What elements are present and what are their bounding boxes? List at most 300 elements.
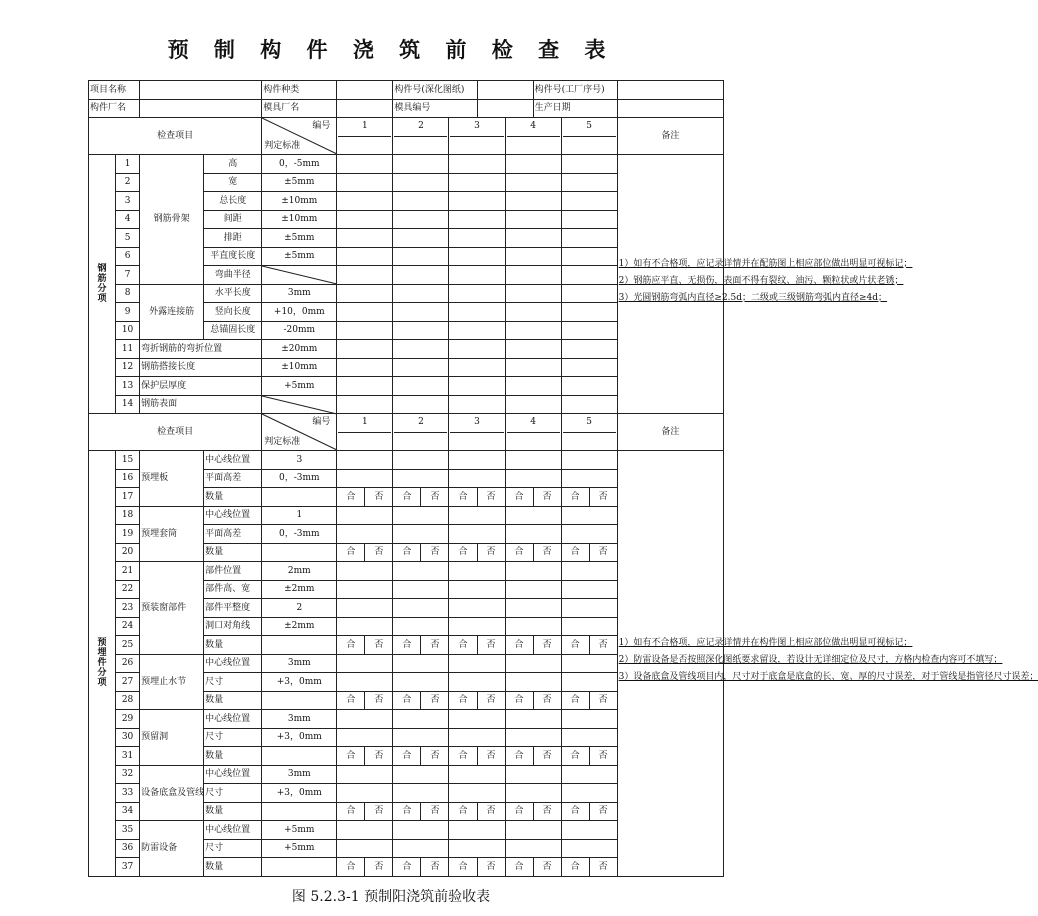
inspection-value-cell[interactable] <box>561 728 617 747</box>
inspection-value-cell[interactable] <box>449 395 505 414</box>
inspection-value-cell[interactable] <box>393 377 449 396</box>
fail-mark: 否 <box>589 747 617 766</box>
inspection-value-cell[interactable] <box>337 303 393 322</box>
check-item: 部件高、宽 <box>204 580 262 599</box>
inspection-value-cell[interactable] <box>449 784 505 803</box>
check-item: 高 <box>204 155 262 174</box>
check-item: 数量 <box>204 488 262 507</box>
inspection-value-cell[interactable] <box>505 451 561 470</box>
inspection-value-cell[interactable] <box>561 506 617 525</box>
inspection-value-cell[interactable] <box>337 377 393 396</box>
remark-note: 3）设备底盒及管线项目内，尺寸对于底盒是底盒的长、宽、厚的尺寸误差，对于管线是指管径尺寸误差； <box>618 671 1038 682</box>
inspection-column-3-header <box>449 414 505 451</box>
criterion-value <box>262 543 337 562</box>
manufacturer-label: 构件厂名 <box>89 99 140 118</box>
inspection-column-3-header <box>449 118 505 155</box>
inspection-value-cell[interactable] <box>393 784 449 803</box>
inspection-value-cell[interactable] <box>393 673 449 692</box>
inspection-value-cell[interactable] <box>505 784 561 803</box>
row-number: 11 <box>116 340 140 359</box>
inspection-value-cell[interactable] <box>449 358 505 377</box>
inspection-value-cell[interactable] <box>449 525 505 544</box>
inspection-value-cell[interactable] <box>505 303 561 322</box>
inspection-value-cell[interactable] <box>505 192 561 211</box>
inspection-value-cell[interactable] <box>505 765 561 784</box>
criterion-value: 0，-3mm <box>262 525 337 544</box>
criterion-slash-cell <box>262 266 337 285</box>
inspection-value-cell[interactable] <box>561 377 617 396</box>
criterion-value: ±20mm <box>262 340 337 359</box>
inspection-value-cell[interactable] <box>449 155 505 174</box>
row-number: 13 <box>116 377 140 396</box>
inspection-value-cell[interactable] <box>505 839 561 858</box>
inspection-value-cell[interactable] <box>561 303 617 322</box>
inspection-value-cell[interactable] <box>393 173 449 192</box>
inspection-value-cell[interactable] <box>449 210 505 229</box>
component-no-factory-label: 构件号(工厂序号) <box>533 81 617 100</box>
inspection-value-cell[interactable] <box>449 303 505 322</box>
inspection-value-cell[interactable] <box>449 284 505 303</box>
fail-mark: 否 <box>589 488 617 507</box>
inspection-value-cell[interactable] <box>505 654 561 673</box>
inspection-value-cell[interactable] <box>561 451 617 470</box>
inspection-value-cell[interactable] <box>337 673 393 692</box>
fail-mark: 否 <box>477 858 505 877</box>
inspection-value-cell[interactable] <box>337 765 393 784</box>
inspection-value-cell[interactable] <box>337 192 393 211</box>
row-number: 21 <box>116 562 140 581</box>
fail-mark: 否 <box>365 691 393 710</box>
number-criterion-diagonal-header <box>262 118 337 155</box>
section-label <box>89 155 116 414</box>
fail-mark: 否 <box>365 802 393 821</box>
check-item: 总锚固长度 <box>204 321 262 340</box>
check-item: 中心线位置 <box>204 506 262 525</box>
criterion-value: ±5mm <box>262 173 337 192</box>
inspection-value-cell[interactable] <box>505 821 561 840</box>
mold-no-field[interactable] <box>477 99 533 118</box>
criterion-value: 3mm <box>262 710 337 729</box>
diagonal-line <box>262 396 337 414</box>
inspection-value-cell[interactable] <box>561 784 617 803</box>
row-number: 14 <box>116 395 140 414</box>
section-char: 钢 <box>97 264 107 274</box>
inspection-value-cell[interactable] <box>505 321 561 340</box>
check-item: 钢筋搭接长度 <box>140 358 262 377</box>
inspection-value-cell[interactable] <box>505 562 561 581</box>
header-row-2 <box>89 99 724 118</box>
inspection-value-cell[interactable] <box>393 229 449 248</box>
inspection-value-cell[interactable] <box>449 340 505 359</box>
inspection-value-cell[interactable] <box>337 617 393 636</box>
inspection-value-cell[interactable] <box>449 673 505 692</box>
column-number: 2 <box>394 414 447 433</box>
pass-mark: 合 <box>561 543 589 562</box>
column-subcell[interactable] <box>450 137 503 155</box>
inspection-value-cell[interactable] <box>561 580 617 599</box>
inspection-value-cell[interactable] <box>393 728 449 747</box>
inspection-value-cell[interactable] <box>393 210 449 229</box>
inspection-form-table <box>88 80 1038 877</box>
inspection-value-cell[interactable] <box>561 617 617 636</box>
fail-mark: 否 <box>533 691 561 710</box>
inspection-value-cell[interactable] <box>449 469 505 488</box>
criterion-value: ±5mm <box>262 247 337 266</box>
remarks-notes <box>617 451 1038 877</box>
inspection-value-cell[interactable] <box>393 580 449 599</box>
inspection-value-cell[interactable] <box>449 599 505 618</box>
inspection-value-cell[interactable] <box>337 506 393 525</box>
inspection-value-cell[interactable] <box>561 266 617 285</box>
inspection-value-cell[interactable] <box>505 599 561 618</box>
row-number: 4 <box>116 210 140 229</box>
pass-mark: 合 <box>393 858 421 877</box>
fail-mark: 否 <box>365 858 393 877</box>
inspection-value-cell[interactable] <box>505 728 561 747</box>
inspection-value-cell[interactable] <box>393 765 449 784</box>
inspection-value-cell[interactable] <box>449 173 505 192</box>
inspection-value-cell[interactable] <box>393 525 449 544</box>
inspection-value-cell[interactable] <box>337 229 393 248</box>
inspection-value-cell[interactable] <box>561 525 617 544</box>
rebar-column-header-row <box>89 118 724 155</box>
inspection-value-cell[interactable] <box>449 839 505 858</box>
inspection-value-cell[interactable] <box>561 210 617 229</box>
criterion-value: 0，-5mm <box>262 155 337 174</box>
inspection-value-cell[interactable] <box>505 469 561 488</box>
inspection-value-cell[interactable] <box>561 340 617 359</box>
inspection-value-cell[interactable] <box>505 710 561 729</box>
row-number: 12 <box>116 358 140 377</box>
column-subcell[interactable] <box>338 137 391 155</box>
column-subcell[interactable] <box>338 433 391 451</box>
remark-note: 3）光圆钢筋弯弧内直径≥2.5d；二级或三级钢筋弯弧内直径≥4d； <box>618 292 888 303</box>
inspection-value-cell[interactable] <box>505 210 561 229</box>
inspection-value-cell[interactable] <box>337 710 393 729</box>
inspection-value-cell[interactable] <box>561 469 617 488</box>
section-char: 分 <box>97 284 107 294</box>
fail-mark: 否 <box>421 802 449 821</box>
column-number: 1 <box>338 118 391 137</box>
inspection-value-cell[interactable] <box>337 247 393 266</box>
fail-mark: 否 <box>365 543 393 562</box>
row-number: 22 <box>116 580 140 599</box>
inspection-value-cell[interactable] <box>449 229 505 248</box>
inspection-value-cell[interactable] <box>393 395 449 414</box>
fail-mark: 否 <box>477 802 505 821</box>
inspection-value-cell[interactable] <box>337 284 393 303</box>
inspection-value-cell[interactable] <box>449 562 505 581</box>
inspection-value-cell[interactable] <box>393 284 449 303</box>
inspection-value-cell[interactable] <box>337 266 393 285</box>
inspection-value-cell[interactable] <box>505 173 561 192</box>
inspection-value-cell[interactable] <box>449 765 505 784</box>
project-name-label: 项目名称 <box>89 81 140 100</box>
inspection-value-cell[interactable] <box>505 284 561 303</box>
row-number: 17 <box>116 488 140 507</box>
inspection-value-cell[interactable] <box>393 303 449 322</box>
inspection-value-cell[interactable] <box>337 395 393 414</box>
inspection-value-cell[interactable] <box>337 451 393 470</box>
inspection-value-cell[interactable] <box>561 839 617 858</box>
inspection-value-cell[interactable] <box>449 580 505 599</box>
rebar-row <box>89 155 724 174</box>
inspection-value-cell[interactable] <box>393 321 449 340</box>
inspection-value-cell[interactable] <box>337 839 393 858</box>
pass-mark: 合 <box>337 488 365 507</box>
row-number: 7 <box>116 266 140 285</box>
inspection-value-cell[interactable] <box>561 173 617 192</box>
remark-note: 2）防雷设备是否按照深化图纸要求留设，若设计无详细定位及尺寸，方格内检查内容可不填写； <box>618 654 1003 665</box>
inspection-value-cell[interactable] <box>505 358 561 377</box>
inspection-value-cell[interactable] <box>449 821 505 840</box>
inspection-value-cell[interactable] <box>337 599 393 618</box>
page-title: 预 制 构 件 浇 筑 前 检 查 表 <box>167 37 615 62</box>
inspection-value-cell[interactable] <box>393 839 449 858</box>
inspection-value-cell[interactable] <box>337 358 393 377</box>
row-number: 8 <box>116 284 140 303</box>
inspection-value-cell[interactable] <box>505 377 561 396</box>
row-number: 10 <box>116 321 140 340</box>
column-subcell[interactable] <box>394 137 447 155</box>
row-number: 27 <box>116 673 140 692</box>
inspection-value-cell[interactable] <box>505 229 561 248</box>
inspection-column-1-header <box>337 414 393 451</box>
remarks-header: 备注 <box>617 118 723 155</box>
mold-factory-field[interactable] <box>337 99 393 118</box>
criterion-value <box>262 691 337 710</box>
inspection-value-cell[interactable] <box>561 599 617 618</box>
inspection-value-cell[interactable] <box>505 340 561 359</box>
inspection-value-cell[interactable] <box>393 247 449 266</box>
check-item: 平面高差 <box>204 525 262 544</box>
inspection-value-cell[interactable] <box>393 192 449 211</box>
inspection-value-cell[interactable] <box>505 506 561 525</box>
inspection-value-cell[interactable] <box>505 395 561 414</box>
check-item: 钢筋表面 <box>140 395 262 414</box>
inspection-value-cell[interactable] <box>449 506 505 525</box>
inspection-value-cell[interactable] <box>393 358 449 377</box>
pass-mark: 合 <box>505 488 533 507</box>
fail-mark: 否 <box>477 747 505 766</box>
project-name-field[interactable] <box>140 81 262 100</box>
inspection-value-cell[interactable] <box>561 192 617 211</box>
pass-mark: 合 <box>393 747 421 766</box>
inspection-value-cell[interactable] <box>449 617 505 636</box>
row-number: 1 <box>116 155 140 174</box>
inspection-value-cell[interactable] <box>337 340 393 359</box>
check-item: 中心线位置 <box>204 765 262 784</box>
pass-mark: 合 <box>337 802 365 821</box>
inspection-value-cell[interactable] <box>393 506 449 525</box>
inspection-value-cell[interactable] <box>337 784 393 803</box>
inspection-value-cell[interactable] <box>393 710 449 729</box>
fail-mark: 否 <box>589 802 617 821</box>
check-item: 尺寸 <box>204 784 262 803</box>
check-item: 平面高差 <box>204 469 262 488</box>
inspection-value-cell[interactable] <box>449 377 505 396</box>
component-type-field[interactable] <box>337 81 393 100</box>
pass-mark: 合 <box>561 802 589 821</box>
column-subcell[interactable] <box>507 433 560 451</box>
criterion-value: ±2mm <box>262 617 337 636</box>
manufacturer-field[interactable] <box>140 99 262 118</box>
inspection-value-cell[interactable] <box>337 173 393 192</box>
inspection-value-cell[interactable] <box>337 321 393 340</box>
check-item-header: 检查项目 <box>89 118 262 155</box>
inspection-value-cell[interactable] <box>449 247 505 266</box>
inspection-value-cell[interactable] <box>337 525 393 544</box>
inspection-value-cell[interactable] <box>561 821 617 840</box>
inspection-column-1-header <box>337 118 393 155</box>
check-item: 尺寸 <box>204 839 262 858</box>
inspection-value-cell[interactable] <box>449 654 505 673</box>
pass-mark: 合 <box>449 543 477 562</box>
row-number: 36 <box>116 839 140 858</box>
criterion-value: +3，0mm <box>262 784 337 803</box>
inspection-value-cell[interactable] <box>505 155 561 174</box>
inspection-value-cell[interactable] <box>337 562 393 581</box>
inspection-value-cell[interactable] <box>337 654 393 673</box>
production-date-field[interactable] <box>617 99 723 118</box>
fail-mark: 否 <box>421 691 449 710</box>
component-no-factory-field[interactable] <box>617 81 723 100</box>
inspection-value-cell[interactable] <box>449 728 505 747</box>
production-date-label: 生产日期 <box>533 99 617 118</box>
criterion-value: 2 <box>262 599 337 618</box>
inspection-value-cell[interactable] <box>449 192 505 211</box>
inspection-value-cell[interactable] <box>449 710 505 729</box>
pass-mark: 合 <box>561 858 589 877</box>
inspection-value-cell[interactable] <box>337 580 393 599</box>
inspection-value-cell[interactable] <box>505 247 561 266</box>
fail-mark: 否 <box>533 747 561 766</box>
column-number: 4 <box>507 118 560 137</box>
inspection-value-cell[interactable] <box>561 562 617 581</box>
row-number: 16 <box>116 469 140 488</box>
fail-mark: 否 <box>533 488 561 507</box>
row-number: 6 <box>116 247 140 266</box>
inspection-value-cell[interactable] <box>505 673 561 692</box>
column-subcell[interactable] <box>450 433 503 451</box>
criterion-value: ±10mm <box>262 358 337 377</box>
check-item: 间距 <box>204 210 262 229</box>
pass-mark: 合 <box>337 543 365 562</box>
component-no-design-field[interactable] <box>477 81 533 100</box>
inspection-value-cell[interactable] <box>561 155 617 174</box>
inspection-value-cell[interactable] <box>561 284 617 303</box>
inspection-value-cell[interactable] <box>561 710 617 729</box>
column-subcell[interactable] <box>394 433 447 451</box>
inspection-value-cell[interactable] <box>449 321 505 340</box>
column-subcell[interactable] <box>563 137 616 155</box>
group-name: 预埋止水节 <box>140 654 204 710</box>
inspection-value-cell[interactable] <box>337 821 393 840</box>
inspection-value-cell[interactable] <box>449 451 505 470</box>
group-name: 预埋板 <box>140 451 204 507</box>
check-item: 数量 <box>204 636 262 655</box>
inspection-value-cell[interactable] <box>393 654 449 673</box>
inspection-value-cell[interactable] <box>561 395 617 414</box>
row-number: 23 <box>116 599 140 618</box>
column-subcell[interactable] <box>507 137 560 155</box>
inspection-value-cell[interactable] <box>561 654 617 673</box>
inspection-value-cell[interactable] <box>505 580 561 599</box>
row-number: 3 <box>116 192 140 211</box>
column-subcell[interactable] <box>563 433 616 451</box>
pass-mark: 合 <box>337 747 365 766</box>
pass-mark: 合 <box>561 488 589 507</box>
criterion-value: 2mm <box>262 562 337 581</box>
inspection-value-cell[interactable] <box>505 266 561 285</box>
pass-mark: 合 <box>337 858 365 877</box>
check-item: 中心线位置 <box>204 710 262 729</box>
inspection-column-2-header <box>393 118 449 155</box>
inspection-value-cell[interactable] <box>561 358 617 377</box>
inspection-value-cell[interactable] <box>561 673 617 692</box>
inspection-value-cell[interactable] <box>393 451 449 470</box>
row-number: 9 <box>116 303 140 322</box>
inspection-value-cell[interactable] <box>561 765 617 784</box>
inspection-value-cell[interactable] <box>393 617 449 636</box>
row-number: 31 <box>116 747 140 766</box>
group-name: 预装窗部件 <box>140 562 204 655</box>
header-row-1 <box>89 81 724 100</box>
inspection-value-cell[interactable] <box>337 155 393 174</box>
fail-mark: 否 <box>533 802 561 821</box>
section-char: 项 <box>97 678 107 689</box>
row-number: 25 <box>116 636 140 655</box>
pass-mark: 合 <box>505 802 533 821</box>
fail-mark: 否 <box>533 636 561 655</box>
pass-mark: 合 <box>449 747 477 766</box>
inspection-value-cell[interactable] <box>337 728 393 747</box>
criterion-value: 3mm <box>262 284 337 303</box>
check-item: 排距 <box>204 229 262 248</box>
check-item: 数量 <box>204 747 262 766</box>
inspection-value-cell[interactable] <box>505 525 561 544</box>
inspection-value-cell[interactable] <box>449 266 505 285</box>
check-item: 数量 <box>204 858 262 877</box>
pass-mark: 合 <box>393 802 421 821</box>
inspection-value-cell[interactable] <box>393 599 449 618</box>
inspection-value-cell[interactable] <box>393 469 449 488</box>
inspection-value-cell[interactable] <box>561 229 617 248</box>
inspection-value-cell[interactable] <box>393 155 449 174</box>
inspection-value-cell[interactable] <box>337 210 393 229</box>
inspection-value-cell[interactable] <box>393 562 449 581</box>
fail-mark: 否 <box>589 636 617 655</box>
pass-mark: 合 <box>449 636 477 655</box>
inspection-value-cell[interactable] <box>337 469 393 488</box>
inspection-value-cell[interactable] <box>393 821 449 840</box>
inspection-value-cell[interactable] <box>393 266 449 285</box>
check-item: 弯折钢筋的弯折位置 <box>140 340 262 359</box>
row-number: 29 <box>116 710 140 729</box>
inspection-value-cell[interactable] <box>561 321 617 340</box>
inspection-value-cell[interactable] <box>505 617 561 636</box>
section-char: 项 <box>97 294 107 304</box>
section-char: 分 <box>97 668 107 679</box>
pass-mark: 合 <box>561 747 589 766</box>
component-type-label: 构件种类 <box>262 81 337 100</box>
criterion-value <box>262 636 337 655</box>
column-number: 5 <box>563 414 616 433</box>
fail-mark: 否 <box>477 636 505 655</box>
criterion-label: 判定标准 <box>264 141 301 151</box>
inspection-value-cell[interactable] <box>561 247 617 266</box>
inspection-value-cell[interactable] <box>393 340 449 359</box>
